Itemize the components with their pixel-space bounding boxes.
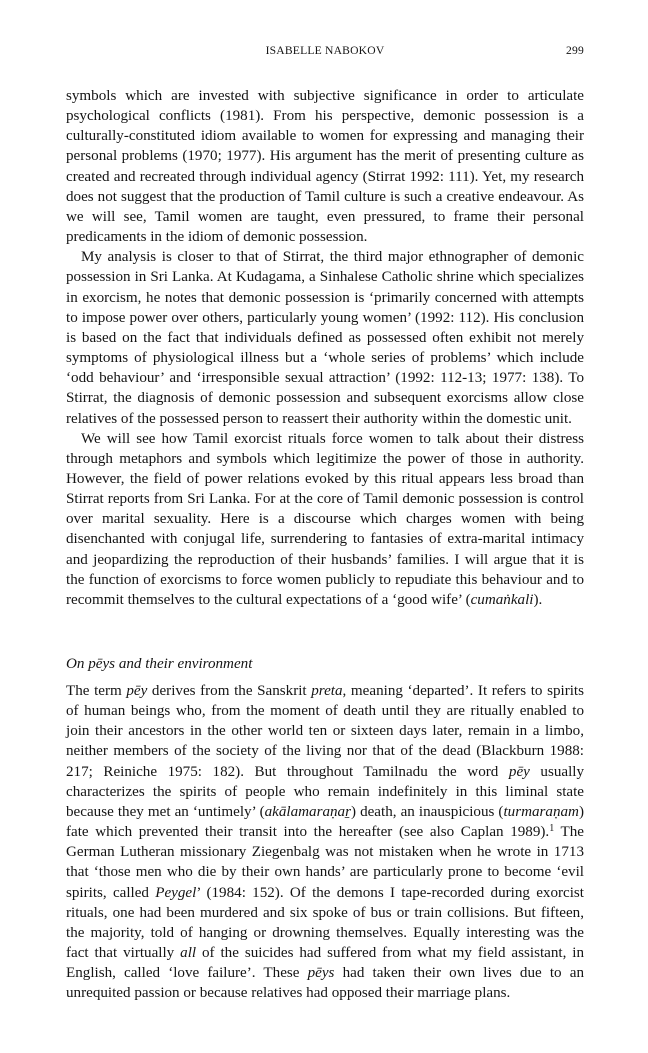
- body-text: [66, 86, 584, 610]
- text-run: The term: [66, 683, 127, 699]
- paragraph: [66, 86, 584, 247]
- italic-term: Peygel: [155, 884, 197, 901]
- section-heading: [66, 654, 584, 674]
- footnote-marker: 1: [549, 823, 555, 835]
- text-run: , meaning ‘departed’. It refers to spirits of human beings who, from the moment of death until they are ritually enabled to join their ancestors in the other world ten or sixteen days later, remain in a limbo, neither members of the society of the living nor that of the dead (Blackburn 1988: 217; Reiniche 1975: 182). But throughout Tamilnadu the word: [66, 683, 584, 780]
- italic-term: pēy: [126, 683, 148, 699]
- running-head: [66, 44, 584, 60]
- paragraph: [66, 429, 584, 610]
- italic-term: akālamaraṇaṟ: [264, 803, 351, 820]
- text-run: The German Lutheran missionary Ziegenbalg was not mistaken when he wrote in 1713 that ‘those men who die by their own hands’ are particularly prone to become ‘evil spirits, called: [66, 824, 585, 901]
- text-run: ) death, an inauspicious (: [350, 803, 504, 820]
- running-head-author: ISABELLE NABOKOV: [265, 44, 385, 57]
- paragraph: [66, 681, 584, 1004]
- text-run: symbols which are invested with subjective significance in order to articulate psychological conflicts (1981). From his perspective, demonic possession is a culturally-constituted idiom available to women for expressing and managing their personal problems (1970; 1977). His argument has the merit of presenting culture as created and recreated through individual agency (Stirrat 1992: 111). Yet, my research does not suggest that the production of Tamil culture is such a creative endeavour. As we will see, Tamil women are taught, even pressured, to frame their personal predicaments in the idiom of demonic possession.: [66, 88, 584, 246]
- text-run: On pēys and their environment: [66, 656, 253, 672]
- italic-term: all: [180, 945, 197, 962]
- italic-term: preta: [311, 683, 343, 699]
- section-body: [66, 681, 584, 1004]
- text-run: ).: [533, 591, 543, 608]
- italic-term: cumaṅkali: [470, 591, 534, 608]
- text-run: My analysis is closer to that of Stirrat, the third major ethnographer of demonic possession in Sri Lanka. At Kudagama, a Sinhalese Catholic shrine which specializes in exorcism, he notes that demonic possession is ‘primarily concerned with attempts to impose power over others, particularly young women’ (1992: 112). His conclusion is based on the fact that individuals defined as possessed often exhibit not merely symptoms of physiological illness but a ‘whole series of problems’ which include ‘odd behaviour’ and ‘irresponsible sexual attraction’ (1992: 112-13; 1977: 138). To Stirrat, the diagnosis of demonic possession and subsequent exorcisms allow close relatives of the possessed person to reassert their authority within the domestic unit.: [66, 249, 584, 427]
- italic-term: pēys: [307, 965, 335, 982]
- page-number: 299: [566, 44, 584, 57]
- text-run: We will see how Tamil exorcist rituals force women to talk about their distress through metaphors and symbols which legitimize the power of those in authority. However, the field of power relations evoked by this ritual appears less broad than Stirrat reports from Sri Lanka. For at the core of Tamil demonic possession is control over marital sexuality. Here is a discourse which charges women with being disenchanted with conjugal life, surrendering to fantasies of extra-marital intimacy and jeopardizing the reproduction of their husbands’ families. I will argue that it is the function of exorcisms to force women publicly to repudiate this behaviour and to recommit themselves to the cultural expectations of a ‘good wife’ (: [66, 430, 584, 608]
- text-run: ’ (1984: 152). Of the demons I tape-recorded during exorcist rituals, one had been murdered and six spoke of bus or train collisions. But fifteen, the majority, told of hanging or drowning themselves. Equally interesting was the fact that virtually: [66, 884, 584, 962]
- text-run: ) fate which prevented their transit into the hereafter (see also Caplan 1989).: [66, 803, 584, 841]
- text-run: of the suicides had suffered from what my field assistant, in English, called ‘love failure’. These: [66, 945, 585, 982]
- italic-term: pēy: [508, 763, 530, 780]
- text-run: derives from the Sanskrit: [147, 683, 312, 699]
- text-run: had taken their own lives due to an unrequited passion or because relatives had opposed their marriage plans.: [66, 965, 584, 1002]
- text-run: usually characterizes the spirits of people who remain indefinitely in this liminal state because they met an ‘untimely’ (: [66, 763, 585, 820]
- italic-term: turmaraṇam: [503, 803, 579, 820]
- paragraph: [66, 247, 584, 428]
